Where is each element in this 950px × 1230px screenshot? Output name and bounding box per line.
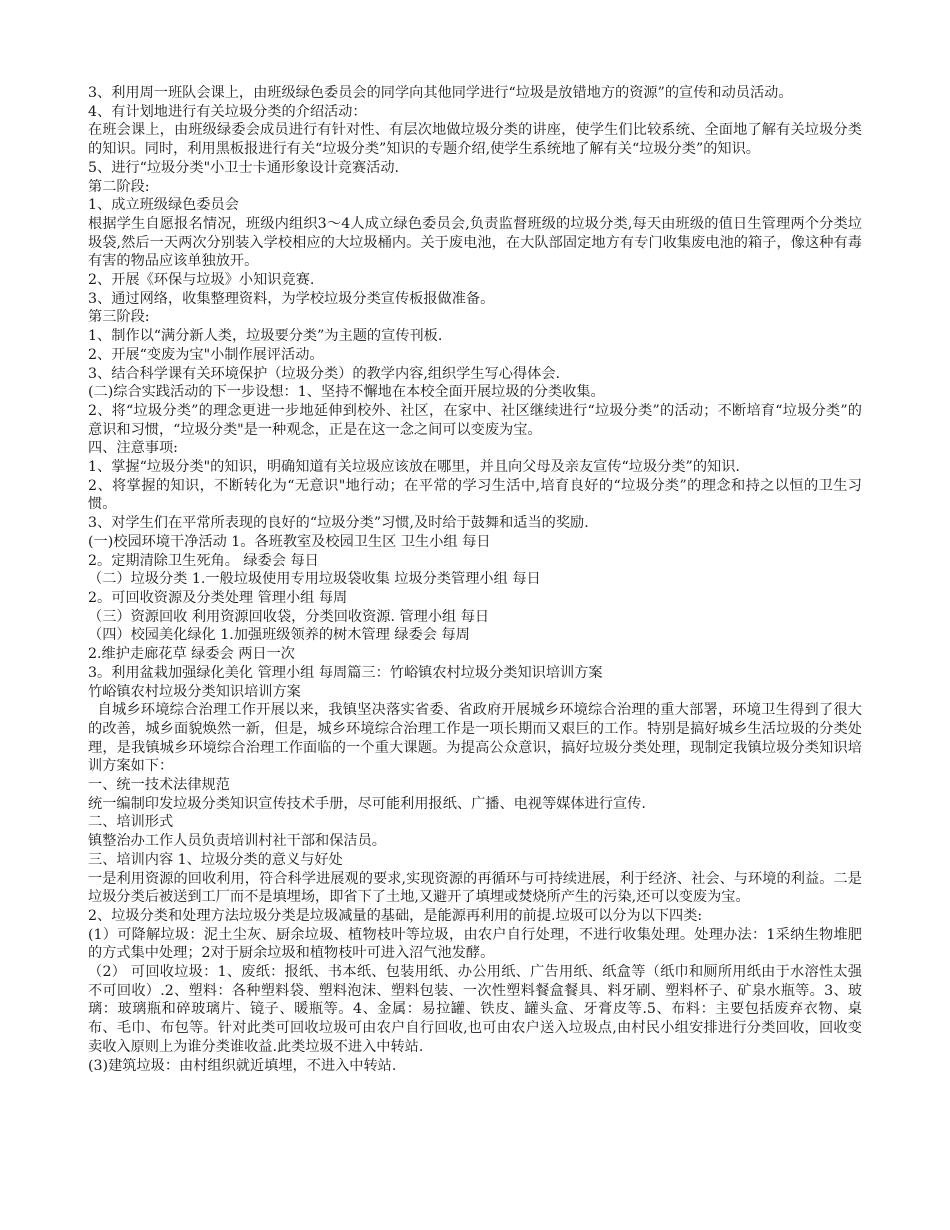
text-paragraph: 自城乡环境综合治理工作开展以来，我镇坚决落实省委、省政府开展城乡环境综合治理的重大部署，环境卫生得到了很大的改善，城乡面貌焕然一新，但是，城乡环境综合治理工作是一项长期而又艰巨的工作。特别是搞好城乡生活垃圾的分类处理，是我镇城乡环境综合治理工作面临的一个重大课题。为提高公众意识，搞好垃圾分类处理，现制定我镇垃圾分类知识培训方案如下：: [88, 702, 862, 775]
text-paragraph: 1、成立班级绿色委员会: [88, 197, 239, 214]
text-paragraph: 5、进行“垃圾分类"小卫士卡通形象设计竞赛活动.: [88, 159, 400, 176]
text-paragraph: 2、开展“变废为宝"小制作展评活动。: [88, 346, 324, 363]
text-paragraph: 统一编制印发垃圾分类知识宣传技术手册，尽可能利用报纸、广播、电视等媒体进行宣传.: [88, 795, 646, 812]
text-paragraph: 2.维护走廊花草 绿委会 两日一次: [88, 646, 295, 663]
text-paragraph: 3、通过网络，收集整理资料，为学校垃圾分类宣传板报做准备。: [88, 290, 495, 307]
text-paragraph: 4、有计划地进行有关垃圾分类的介绍活动：: [88, 103, 367, 120]
text-paragraph: （2） 可回收垃圾：1、废纸：报纸、书本纸、包装用纸、办公用纸、广告用纸、纸盒等（纸巾和厕所用纸由于水溶性太强不可回收）.2、塑料：各种塑料袋、塑料泡沫、塑料包装、一次性塑料餐盒餐具、料牙刷、塑料杯子、矿泉水瓶等。3、玻璃：玻璃瓶和碎玻璃片、镜子、暖瓶等。4、金属：易拉罐、铁皮、罐头盒、牙膏皮等.5、布料：主要包括废弃衣物、桌布、毛巾、布包等。针对此类可回收垃圾可由农户自行回收,也可由农户送入垃圾点,由村民小组安排进行分类回收，回收变卖收入原则上为谁分类谁收益.此类垃圾不进入中转站.: [88, 964, 862, 1055]
document-body: [88, 84, 862, 1075]
text-paragraph: (3)建筑垃圾：由村组织就近填埋，不进入中转站.: [88, 1057, 397, 1074]
text-paragraph: 一、统一技术法律规范: [88, 777, 230, 794]
text-paragraph: (二)综合实践活动的下一步设想：1、坚持不懈地在本校全面开展垃圾的分类收集。: [88, 384, 605, 401]
text-paragraph: 在班会课上，由班级绿委会成员进行有针对性、有层次地做垃圾分类的讲座，使学生们比较系统、全面地了解有关垃圾分类的知识。同时，利用黑板报进行有关“垃圾分类”知识的专题介绍,使学生系统地了解有关“垃圾分类”的知识。: [88, 122, 862, 158]
text-paragraph: 镇整治办工作人员负责培训村社干部和保洁员。: [88, 833, 386, 850]
text-paragraph: 2、将“垃圾分类”的理念更进一步地延伸到校外、社区，在家中、社区继续进行“垃圾分类”的活动；不断培育“垃圾分类”的意识和习惯，“垃圾分类"是一种观念，正是在这一念之间可以变废为宝。: [88, 402, 862, 438]
text-paragraph: 第二阶段:: [88, 178, 150, 195]
text-paragraph: 2、开展《环保与垃圾》小知识竞赛.: [88, 272, 315, 289]
text-paragraph: 三、培训内容 1、垃圾分类的意义与好处: [88, 851, 343, 868]
text-paragraph: 二、培训形式: [88, 814, 174, 831]
text-paragraph: 2、垃圾分类和处理方法垃圾分类是垃圾减量的基础，是能源再利用的前提.垃圾可以分为以下四类:: [88, 907, 703, 924]
text-paragraph: 根据学生自愿报名情况，班级内组织3～4人成立绿色委员会,负责监督班级的垃圾分类,每天由班级的值日生管理两个分类垃圾袋,然后一天两次分别装入学校相应的大垃圾桶内。关于废电池，在大队部固定地方有专门收集废电池的箱子，像这种有毒有害的物品应该单独放开。: [88, 215, 862, 270]
text-paragraph: (一)校园环境干净活动 1。各班教室及校园卫生区 卫生小组 每日: [88, 533, 491, 550]
text-paragraph: 3、利用周一班队会课上，由班级绿色委员会的同学向其他同学进行“垃圾是放错地方的资源”的宣传和动员活动。: [88, 85, 793, 101]
text-paragraph: 竹峪镇农村垃圾分类知识培训方案: [88, 683, 301, 700]
text-paragraph: 2。可回收资源及分类处理 管理小组 每周: [88, 589, 348, 606]
text-paragraph: （三）资源回收 利用资源回收袋，分类回收资源. 管理小组 每日: [88, 608, 490, 625]
text-paragraph: 3。利用盆栽加强绿化美化 管理小组 每周篇三：竹峪镇农村垃圾分类知识培训方案: [88, 664, 603, 681]
text-paragraph: 1、掌握“垃圾分类"的知识，明确知道有关垃圾应该放在哪里，并且向父母及亲友宣传“垃圾分类”的知识.: [88, 459, 740, 476]
text-paragraph: 2。定期清除卫生死角。 绿委会 每日: [88, 552, 319, 569]
text-paragraph: 3、对学生们在平常所表现的良好的“垃圾分类”习惯,及时给于鼓舞和适当的奖励.: [88, 515, 589, 532]
text-paragraph: （二）垃圾分类 1.一般垃圾使用专用垃圾袋收集 垃圾分类管理小组 每日: [88, 571, 541, 588]
text-paragraph: 2、将掌握的知识，不断转化为“无意识"地行动；在平常的学习生活中,培育良好的“垃圾分类”的理念和持之以恒的卫生习惯。: [88, 477, 862, 513]
text-paragraph: 1、制作以“满分新人类，垃圾要分类”为主题的宣传刊板.: [88, 328, 443, 345]
text-paragraph: 第三阶段:: [88, 309, 150, 326]
text-paragraph: 四、注意事项:: [88, 440, 178, 457]
text-paragraph: 3、结合科学课有关环境保护（垃圾分类）的教学内容,组织学生写心得体会.: [88, 365, 561, 382]
text-paragraph: (1）可降解垃圾：泥土尘灰、厨余垃圾、植物枝叶等垃圾，由农户自行处理，不进行收集处理。处理办法：1采纳生物堆肥的方式集中处理；2对于厨余垃圾和植物枝叶可进入沼气池发酵。: [88, 926, 862, 962]
text-paragraph: 一是利用资源的回收利用，符合科学进展观的要求,实现资源的再循环与可持续进展，利于经济、社会、与环境的利益。二是垃圾分类后被送到工厂而不是填埋场，即省下了土地,又避开了填埋或焚烧所产生的污染,还可以变废为宝。: [88, 870, 862, 906]
text-paragraph: （四）校园美化绿化 1.加强班级领养的树木管理 绿委会 每周: [88, 627, 470, 644]
